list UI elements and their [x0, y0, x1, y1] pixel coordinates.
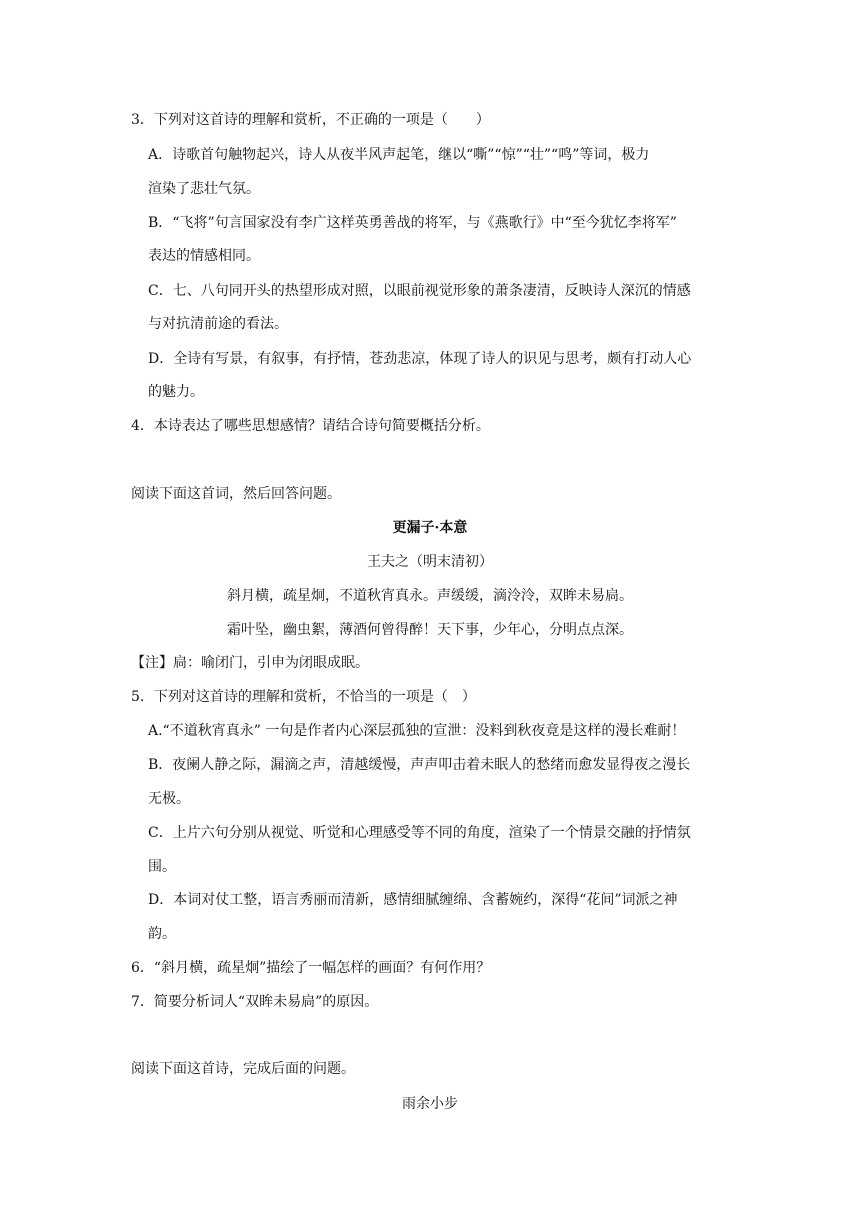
q6-stem: 6．“斜月横，疏星炯”描绘了一幅怎样的画面？有何作用？: [131, 960, 491, 976]
q5-option-a-line1: A.“不道秋宵真永” 一句是作者内心深层孤独的宣泄：没料到秋夜竟是这样的漫长难耐！: [148, 723, 686, 739]
q5-option-c-line2: 围。: [148, 859, 176, 875]
poem2-title: 雨余小步: [402, 1096, 458, 1112]
poem-verse-1: 斜月横，疏星炯，不道秋宵真永。声缓缓，滴泠泠，双眸未易扃。: [227, 588, 633, 604]
poem-author: 王夫之（明末清初）: [367, 554, 493, 570]
q3-option-a-line2: 渲染了悲壮气氛。: [148, 181, 260, 197]
q3-option-d-line1: D．全诗有写景，有叙事，有抒情，苍劲悲凉，体现了诗人的识见与思考，颇有打动人心: [148, 351, 692, 367]
q3-option-c-line2: 与对抗清前途的看法。: [148, 316, 288, 332]
q5-option-d-line2: 韵。: [148, 926, 176, 942]
q7-stem: 7．简要分析词人“双眸未易扃”的原因。: [131, 994, 379, 1010]
q3-option-a-line1: A．诗歌首句触物起兴，诗人从夜半风声起笔，继以“嘶”“惊”“壮”“鸣”等词，极力: [148, 147, 650, 163]
q5-stem: 5．下列对这首诗的理解和赏析，不恰当的一项是（ ）: [131, 689, 476, 705]
q3-option-b-line2: 表达的情感相同。: [148, 248, 260, 264]
q5-option-b-line1: B．夜阑人静之际，漏滴之声，清越缓慢，声声叩击着未眠人的愁绪而愈发显得夜之漫长: [148, 757, 691, 773]
q3-option-d-line2: 的魅力。: [148, 384, 204, 400]
q3-option-b-line1: B．“飞将”句言国家没有李广这样英勇善战的将军，与《燕歌行》中“至今犹忆李将军”: [148, 215, 677, 231]
q5-option-d-line1: D．本词对仗工整，语言秀丽而清新，感情细腻缠绵、含蓄婉约，深得“花间”词派之神: [148, 892, 678, 908]
poem-title: 更漏子·本意: [392, 520, 468, 536]
q5-option-b-line2: 无极。: [148, 791, 190, 807]
q4-stem: 4．本诗表达了哪些思想感情？请结合诗句简要概括分析。: [131, 418, 490, 434]
q5-option-c-line1: C．上片六句分别从视觉、听觉和心理感受等不同的角度，渲染了一个情景交融的抒情氛: [148, 825, 691, 841]
q3-option-c-line1: C．七、八句同开头的热望形成对照，以眼前视觉形象的萧条凄清，反映诗人深沉的情感: [148, 283, 691, 299]
section3-intro: 阅读下面这首诗，完成后面的问题。: [131, 1061, 355, 1077]
poem-note: 【注】扃：喻闭门，引申为闭眼成眠。: [131, 655, 369, 671]
section2-intro: 阅读下面这首词，然后回答问题。: [131, 486, 341, 502]
poem-verse-2: 霜叶坠，幽虫絮，薄酒何曾得醉！天下事，少年心，分明点点深。: [227, 622, 633, 638]
q3-stem: 3．下列对这首诗的理解和赏析，不正确的一项是（ ）: [131, 112, 490, 128]
